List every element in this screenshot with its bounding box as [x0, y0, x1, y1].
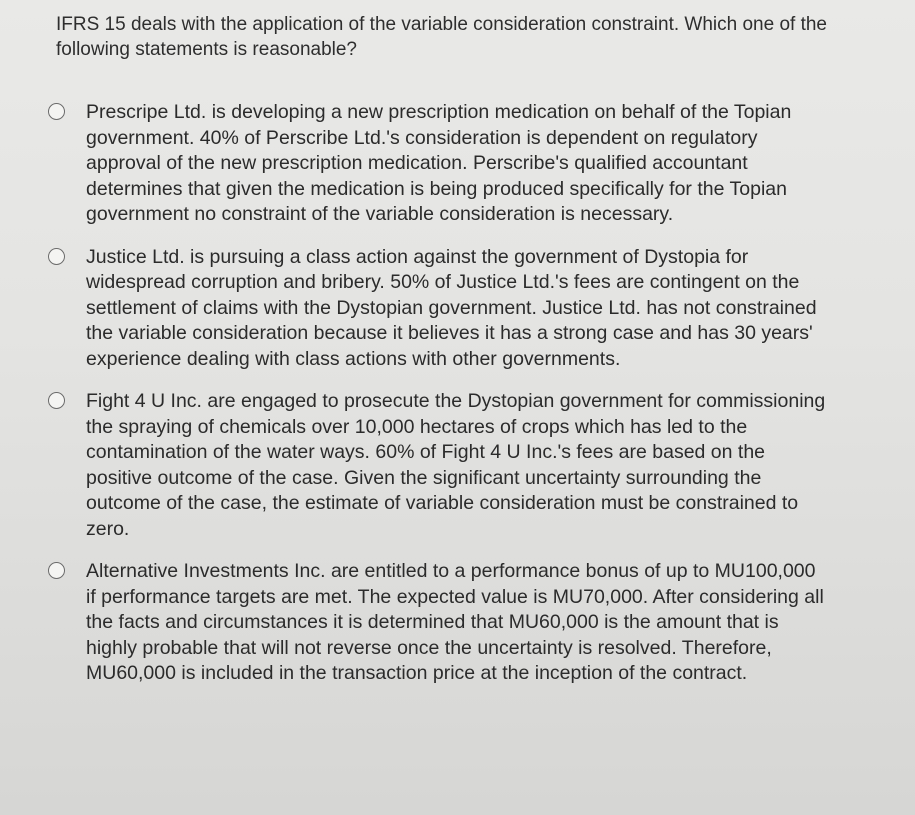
option-3-text: Fight 4 U Inc. are engaged to prosecute the Dystopian government for commissioning the spraying of chemicals over 10,000 hectares of crops which has led to the contamination of the water ways. 60% of Fight 4 U Inc.'s fees are based on the positive outcome of the case. Given the significant uncertainty surrounding the outcome of the case, the estimate of variable consideration must be constrained to zero. [86, 390, 826, 540]
radio-button-option-2[interactable] [48, 248, 65, 265]
radio-button-option-1[interactable] [48, 103, 65, 120]
option-2-text: Justice Ltd. is pursuing a class action against the government of Dystopia for widespread corruption and bribery. 50% of Justice Ltd.'s fees are contingent on the settlement of claims with the Dystopian government. Justice Ltd. has not constrained the variable consideration because it believes it has a strong case and has 30 years' experience dealing with class actions with other governments. [86, 245, 817, 370]
option-3[interactable] [48, 389, 848, 542]
question-text: IFRS 15 deals with the application of the variable consideration constraint. Which one of the following statements is reasonable? [56, 14, 827, 60]
option-4[interactable] [48, 559, 848, 687]
radio-button-option-3[interactable] [48, 392, 65, 409]
option-1[interactable] [48, 100, 848, 228]
option-1-text: Prescripe Ltd. is developing a new prescription medication on behalf of the Topian government. 40% of Perscribe Ltd.'s consideration is dependent on regulatory approval of the new prescription medication. Perscribe's qualified accountant determines that given the medication is being produced specifically for the Topian government no constraint of the variable consideration is necessary. [86, 101, 792, 225]
radio-button-option-4[interactable] [48, 562, 65, 579]
option-4-text: Alternative Investments Inc. are entitled to a performance bonus of up to MU100,000 if performance targets are met. The expected value is MU70,000. After considering all the facts and circumstances it is determined that MU60,000 is the amount that is highly probable that will not reverse once the uncertainty is resolved. Therefore, MU60,000 is included in the transaction price at the inception of the contract. [86, 560, 824, 684]
option-2[interactable] [48, 245, 848, 373]
answer-options [48, 100, 848, 704]
